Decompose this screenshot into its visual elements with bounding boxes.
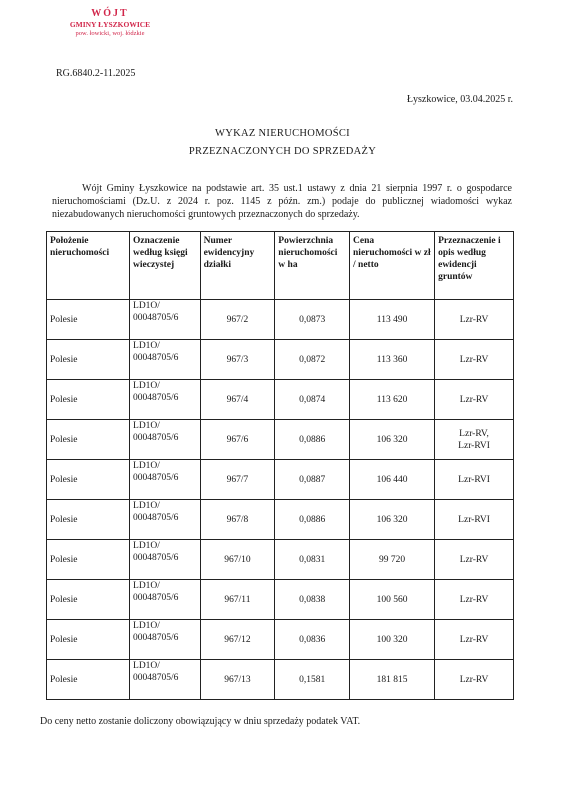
cell-area: 0,1581 xyxy=(275,660,350,700)
cell-price: 113 620 xyxy=(350,380,435,420)
stamp-municipality: GMINY ŁYSZKOWICE xyxy=(69,20,151,29)
cell-land-register: LD1O/ 00048705/6 xyxy=(130,420,201,460)
cell-land-register: LD1O/ 00048705/6 xyxy=(130,660,201,700)
header-parcel-number: Numer ewidencyjny działki xyxy=(200,232,275,300)
cell-land-register: LD1O/ 00048705/6 xyxy=(130,620,201,660)
cell-location: Polesie xyxy=(47,340,130,380)
cell-price: 113 360 xyxy=(350,340,435,380)
cell-area: 0,0836 xyxy=(275,620,350,660)
table-row xyxy=(47,500,514,540)
cell-location: Polesie xyxy=(47,660,130,700)
cell-parcel-number: 967/13 xyxy=(200,660,275,700)
cell-price: 113 490 xyxy=(350,300,435,340)
cell-price: 181 815 xyxy=(350,660,435,700)
cell-price: 106 440 xyxy=(350,460,435,500)
cell-location: Polesie xyxy=(47,380,130,420)
stamp-region: pow. łowicki, woj. łódzkie xyxy=(75,30,145,37)
cell-location: Polesie xyxy=(47,300,130,340)
cell-area: 0,0886 xyxy=(275,420,350,460)
place-and-date: Łyszkowice, 03.04.2025 r. xyxy=(406,94,513,105)
cell-land-use: Lzr-RV xyxy=(435,620,514,660)
cell-parcel-number: 967/3 xyxy=(200,340,275,380)
cell-land-use: Lzr-RV xyxy=(435,340,514,380)
cell-area: 0,0838 xyxy=(275,580,350,620)
table-header-row xyxy=(47,232,514,300)
cell-parcel-number: 967/12 xyxy=(200,620,275,660)
cell-land-register: LD1O/ 00048705/6 xyxy=(130,300,201,340)
vat-note: Do ceny netto zostanie doliczony obowiązujący w dniu sprzedaży podatek VAT. xyxy=(40,716,361,727)
table-row xyxy=(47,340,514,380)
table-row xyxy=(47,540,514,580)
cell-parcel-number: 967/8 xyxy=(200,500,275,540)
official-stamp xyxy=(60,8,160,37)
cell-location: Polesie xyxy=(47,620,130,660)
cell-price: 100 560 xyxy=(350,580,435,620)
cell-price: 106 320 xyxy=(350,420,435,460)
cell-land-use: Lzr-RV xyxy=(435,660,514,700)
cell-location: Polesie xyxy=(47,540,130,580)
cell-price: 100 320 xyxy=(350,620,435,660)
cell-parcel-number: 967/4 xyxy=(200,380,275,420)
table-row xyxy=(47,580,514,620)
cell-land-register: LD1O/ 00048705/6 xyxy=(130,340,201,380)
cell-price: 106 320 xyxy=(350,500,435,540)
document-subtitle: PRZEZNACZONYCH DO SPRZEDAŻY xyxy=(188,146,377,157)
cell-area: 0,0874 xyxy=(275,380,350,420)
cell-land-use: Lzr-RV, Lzr-RVI xyxy=(435,420,514,460)
table-row xyxy=(47,620,514,660)
table-row xyxy=(47,380,514,420)
cell-area: 0,0831 xyxy=(275,540,350,580)
header-price: Cena nieruchomości w zł / netto xyxy=(350,232,435,300)
reference-number: RG.6840.2-11.2025 xyxy=(56,68,136,79)
intro-paragraph: Wójt Gminy Łyszkowice na podstawie art. 35 ust.1 ustawy z dnia 21 sierpnia 1997 r. o gospodarce nieruchomościami (Dz.U. z 2024 r. poz. 1145 z późn. zm.) podaje do publicznej wiadomości wykaz niezabudowanych nieruchomości gruntowych przeznaczonych do sprzedaży. xyxy=(52,183,512,220)
cell-land-register: LD1O/ 00048705/6 xyxy=(130,580,201,620)
table-row xyxy=(47,420,514,460)
cell-land-use: Lzr-RV xyxy=(435,300,514,340)
header-land-use: Przeznaczenie i opis według ewidencji gruntów xyxy=(435,232,514,300)
table-row xyxy=(47,660,514,700)
cell-location: Polesie xyxy=(47,580,130,620)
cell-price: 99 720 xyxy=(350,540,435,580)
cell-parcel-number: 967/2 xyxy=(200,300,275,340)
cell-land-use: Lzr-RVI xyxy=(435,500,514,540)
header-area: Powierzchnia nieruchomości w ha xyxy=(275,232,350,300)
cell-land-use: Lzr-RV xyxy=(435,580,514,620)
cell-area: 0,0887 xyxy=(275,460,350,500)
cell-location: Polesie xyxy=(47,500,130,540)
cell-parcel-number: 967/10 xyxy=(200,540,275,580)
cell-parcel-number: 967/6 xyxy=(200,420,275,460)
cell-land-register: LD1O/ 00048705/6 xyxy=(130,460,201,500)
cell-land-use: Lzr-RV xyxy=(435,540,514,580)
cell-area: 0,0872 xyxy=(275,340,350,380)
cell-location: Polesie xyxy=(47,460,130,500)
cell-area: 0,0873 xyxy=(275,300,350,340)
cell-parcel-number: 967/11 xyxy=(200,580,275,620)
property-table xyxy=(46,231,514,700)
cell-parcel-number: 967/7 xyxy=(200,460,275,500)
header-land-register: Oznaczenie według księgi wieczystej xyxy=(130,232,201,300)
cell-land-use: Lzr-RV xyxy=(435,380,514,420)
cell-area: 0,0886 xyxy=(275,500,350,540)
document-title: WYKAZ NIERUCHOMOŚCI xyxy=(215,128,350,139)
table-row xyxy=(47,300,514,340)
cell-land-register: LD1O/ 00048705/6 xyxy=(130,540,201,580)
cell-land-register: LD1O/ 00048705/6 xyxy=(130,500,201,540)
cell-location: Polesie xyxy=(47,420,130,460)
stamp-title: WÓJT xyxy=(91,8,129,19)
table-row xyxy=(47,460,514,500)
cell-land-register: LD1O/ 00048705/6 xyxy=(130,380,201,420)
header-location: Położenie nieruchomości xyxy=(47,232,130,300)
cell-land-use: Lzr-RVI xyxy=(435,460,514,500)
